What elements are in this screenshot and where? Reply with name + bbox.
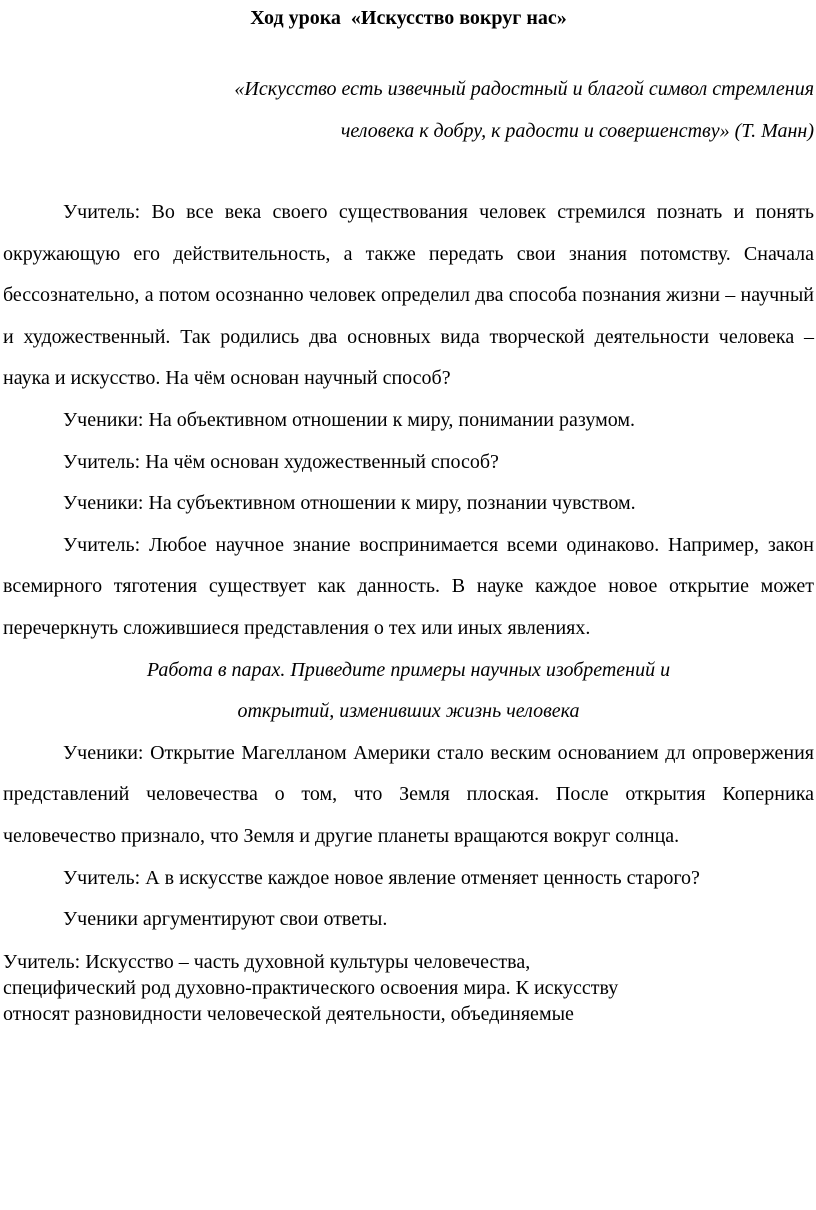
paragraph-teacher-intro: Учитель: Во все века своего существования человек стремился познать и понять окружающую его действительность, а также передать свои знания потомству. Сначала бессознательно, а потом осознанно человек определил два способа познания жизни – научный и художественный. Так родились два основных вида творческой деятельности человека – наука и искусство. На чём основан научный способ? <box>3 201 814 390</box>
paragraph-teacher-question: Учитель: На чём основан художественный способ? <box>63 450 499 473</box>
paragraph-students-argue: Ученики аргументируют свои ответы. <box>63 908 388 931</box>
paragraph-students-examples: Ученики: Открытие Магелланом Америки стало веским основанием дл опровержения представлений человечества о том, что Земля плоская. После открытия Коперника человечество признало, что Земля и другие планеты вращаются вокруг солнца. <box>3 741 814 847</box>
paragraph-teacher-art-definition <box>3 949 814 1027</box>
tail-line-1: Учитель: Искусство – часть духовной культуры человечества, <box>3 950 531 973</box>
paragraph-teacher-science: Учитель: Любое научное знание воспринимается всеми одинаково. Например, закон всемирного тяготения существует как данность. В науке каждое новое открытие может перечеркнуть сложившиеся представления о тех или иных явлениях. <box>3 533 814 639</box>
pair-work-task <box>3 650 814 733</box>
paragraph-teacher-art-question: Учитель: А в искусстве каждое новое явление отменяет ценность старого? <box>63 866 700 889</box>
lesson-body <box>3 192 814 941</box>
epigraph-line-2: человека к добру, к радости и совершенству» (Т. Манн) <box>340 120 814 142</box>
task-line-2: открытий, изменивших жизнь человека <box>237 700 580 723</box>
page-title: Ход урока «Искусство вокруг нас» <box>250 7 567 29</box>
paragraph-students-answer-2: Ученики: На субъективном отношении к миру, познании чувством. <box>63 492 636 515</box>
epigraph-quote <box>3 68 814 152</box>
epigraph-line-1: «Искусство есть извечный радостный и благой символ стремления <box>234 78 814 100</box>
tail-line-2: специфический род духовно-практического освоения мира. К искусству <box>3 976 619 999</box>
task-line-1: Работа в парах. Приведите примеры научных изобретений и <box>146 658 671 681</box>
paragraph-students-answer-1: Ученики: На объективном отношении к миру, понимании разумом. <box>63 408 636 431</box>
tail-line-3: относят разновидности человеческой деятельности, объединяемые <box>3 1002 574 1025</box>
